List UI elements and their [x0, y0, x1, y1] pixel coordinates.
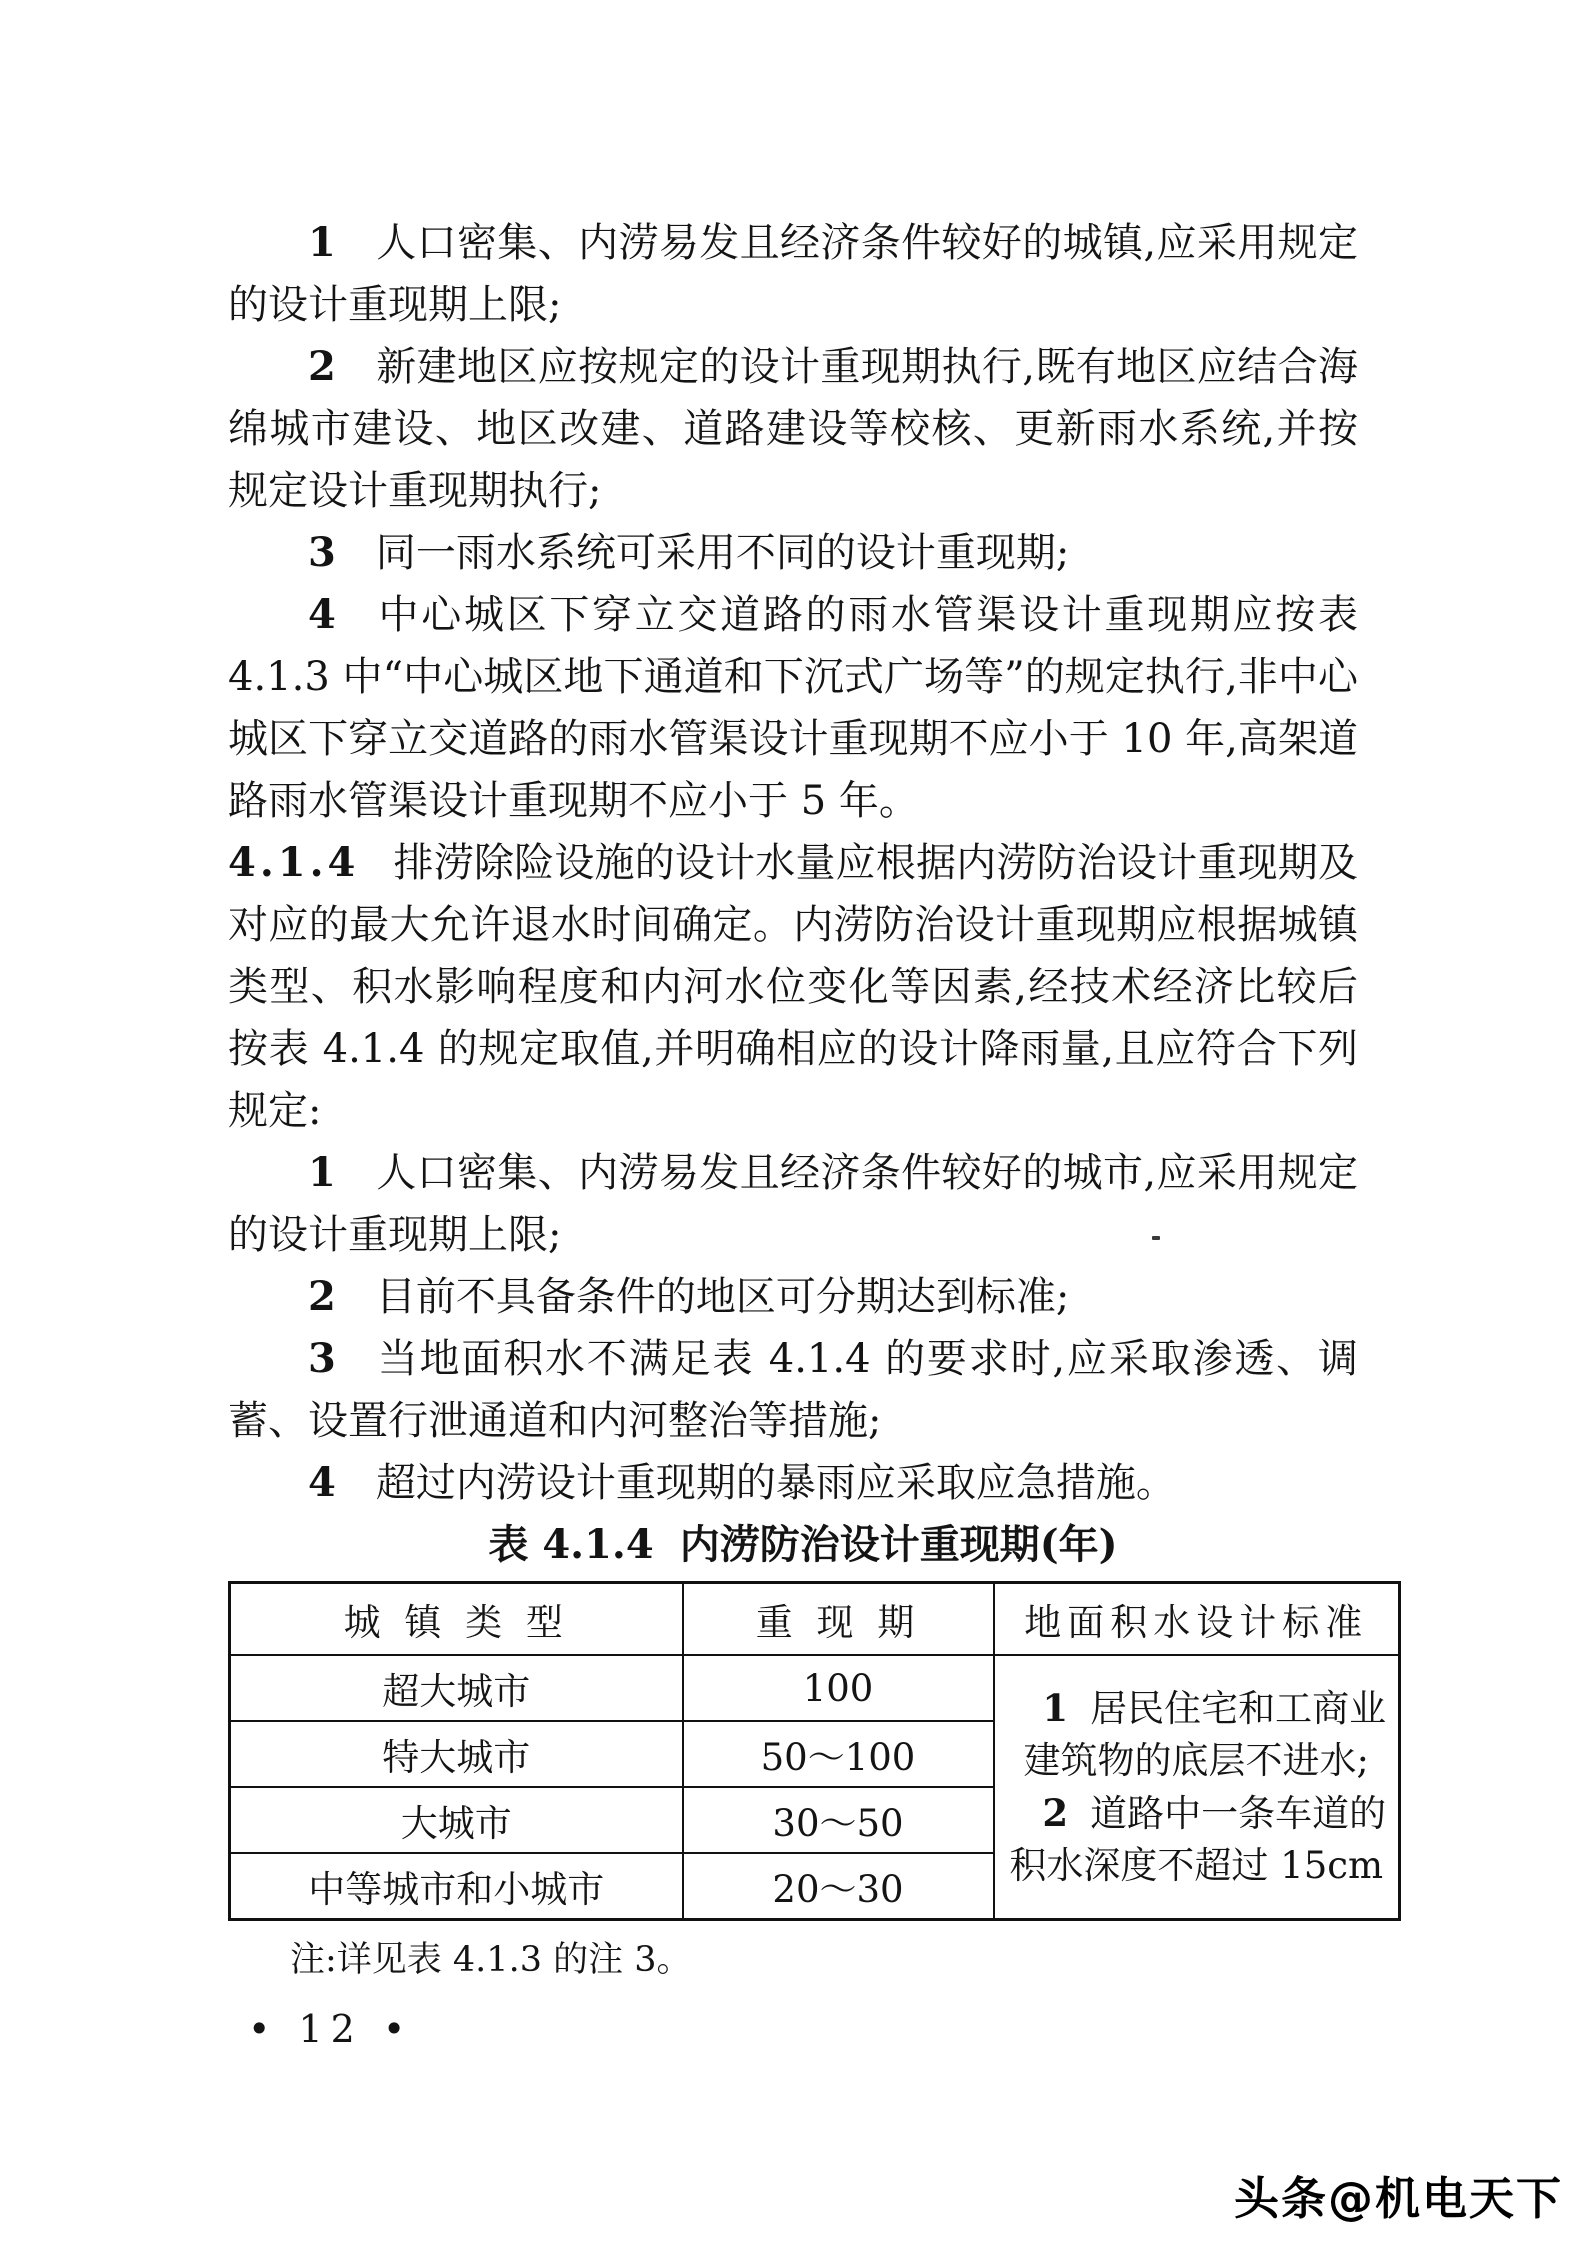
standard-item-text: 道路中一条车道的积水深度不超过 15cm [1009, 1792, 1387, 1887]
clause-text: 排涝除险设施的设计水量应根据内涝防治设计重现期及对应的最大允许退水时间确定。内涝防治设计重现期应根据城镇类型、积水影响程度和内河水位变化等因素,经技术经济比较后按表 4.1.4 的规定取值,并明确相应的设计降雨量,且应符合下列规定: [228, 840, 1358, 1134]
table-title [228, 1514, 1378, 1576]
flood-control-return-period-table [228, 1581, 1401, 1921]
cell-ponding-standard [994, 1655, 1400, 1920]
table-title-text: 内涝防治设计重现期(年) [679, 1521, 1118, 1568]
cell-town-type: 中等城市和小城市 [230, 1853, 683, 1920]
item-number: 2 [308, 343, 336, 390]
item-text: 中心城区下穿立交道路的雨水管渠设计重现期应按表 4.1.3 中“中心城区地下通道和下沉式广场等”的规定执行,非中心城区下穿立交道路的雨水管渠设计重现期不应小于 10 年,高架道路雨水管渠设计重现期不应小于 5 年。 [228, 592, 1358, 824]
table-note: 注:详见表 4.1.3 的注 3。 [290, 1940, 692, 1980]
cell-town-type: 大城市 [230, 1787, 683, 1853]
item-text: 人口密集、内涝易发且经济条件较好的城市,应采用规定的设计重现期上限; [228, 1150, 1358, 1258]
item-number: 1 [308, 1149, 336, 1196]
table-header-row [230, 1583, 1400, 1656]
item-number: 1 [308, 219, 336, 266]
cell-town-type: 特大城市 [230, 1721, 683, 1787]
table-title-label: 表 4.1.4 [488, 1521, 654, 1568]
list-item-4 [228, 584, 1358, 832]
standard-item-1 [995, 1682, 1399, 1787]
cell-period: 100 [683, 1655, 994, 1721]
item-number: 2 [308, 1273, 336, 1320]
clause-number: 4.1.4 [228, 839, 360, 886]
table-row [230, 1655, 1400, 1721]
list-item-2 [228, 336, 1358, 522]
item-number: 4 [308, 1459, 336, 1506]
header-ponding-standard: 地面积水设计标准 [994, 1583, 1400, 1656]
item-text: 当地面积水不满足表 4.1.4 的要求时,应采取渗透、调蓄、设置行泄通道和内河整治等措施; [228, 1336, 1358, 1444]
clause-4-1-4 [228, 832, 1358, 1142]
cell-period: 20～30 [683, 1853, 994, 1920]
item-text: 新建地区应按规定的设计重现期执行,既有地区应结合海绵城市建设、地区改建、道路建设等校核、更新雨水系统,并按规定设计重现期执行; [228, 344, 1358, 514]
item-text: 人口密集、内涝易发且经济条件较好的城镇,应采用规定的设计重现期上限; [228, 220, 1358, 328]
item-text: 同一雨水系统可采用不同的设计重现期; [375, 530, 1070, 576]
cell-town-type: 超大城市 [230, 1655, 683, 1721]
item-text: 超过内涝设计重现期的暴雨应采取应急措施。 [375, 1460, 1176, 1506]
list-item-1 [228, 212, 1358, 336]
list-item-8 [228, 1452, 1358, 1514]
item-number: 4 [308, 591, 336, 638]
item-text: 目前不具备条件的地区可分期达到标准; [375, 1274, 1070, 1320]
page-content [228, 212, 1387, 2051]
header-return-period: 重 现 期 [683, 1583, 994, 1656]
list-item-3 [228, 522, 1358, 584]
item-number: 3 [308, 1335, 336, 1382]
page-number: • 12 • [248, 2007, 414, 2051]
list-item-7 [228, 1328, 1358, 1452]
cell-period: 50～100 [683, 1721, 994, 1787]
list-item-6 [228, 1266, 1358, 1328]
watermark: 头条@机电天下 [1233, 2172, 1563, 2225]
standard-item-2 [995, 1787, 1399, 1892]
scan-artifact [1152, 1236, 1160, 1240]
item-number: 3 [308, 529, 336, 576]
standard-item-text: 居民住宅和工商业建筑物的底层不进水; [1023, 1687, 1387, 1782]
body-text [228, 212, 1358, 1514]
standard-item-number: 2 [1042, 1791, 1069, 1835]
list-item-5 [228, 1142, 1358, 1266]
header-town-type: 城 镇 类 型 [230, 1583, 683, 1656]
cell-period: 30～50 [683, 1787, 994, 1853]
standard-item-number: 1 [1042, 1686, 1069, 1730]
